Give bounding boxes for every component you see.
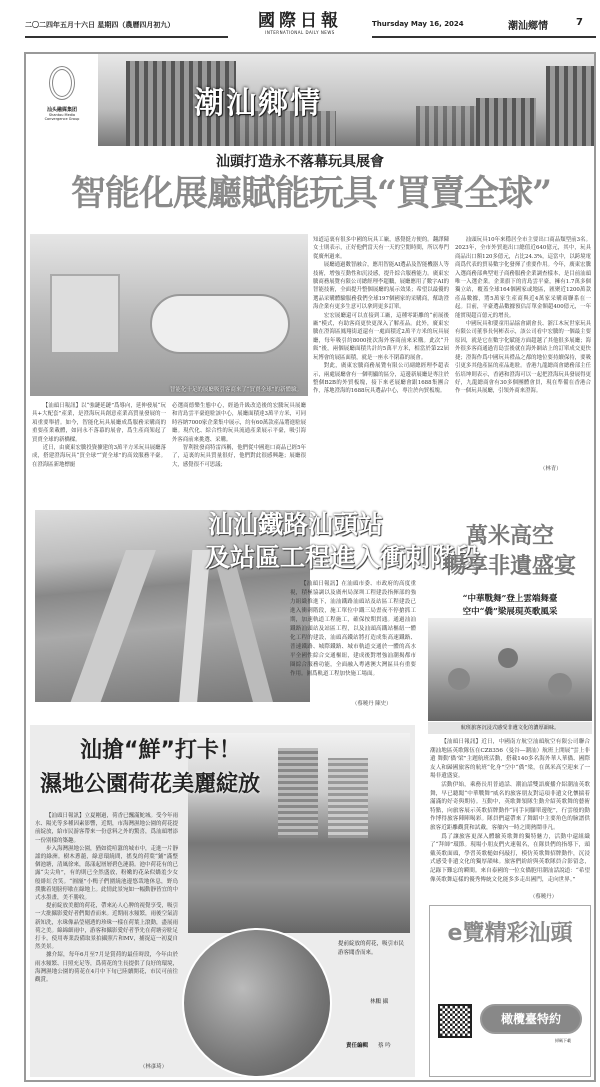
rail-byline: （蔡曉丹 陳史）: [352, 701, 392, 707]
lead-kicker: 汕頭打造永不落幕玩具展會: [216, 154, 384, 170]
paragraph: 汕頭玩具10年來穩居全市主要出口商品類型前3名。2023年，全市外貿進出口總值近640億元，其中，玩具商品出口額120多億元，占比24.3%，這當中，以跨境電商爲代表的貿易數字化發揮了重要作用。今年，廣東宏騰入選商務部典型電子商務服務企業調查樣本，是目前汕頭唯一入選企業。企業旗下的宵島雲平臺，擁有1.7萬多個獨立站，覆蓋全球164個國家或地區，匯聚近1200萬款產品數據，將5萬家生產商與近4萬家采購商聯系在一起。目前，平臺選品數據預估訂單金額超400億元，一年能實現超百億元的增長。: [455, 237, 591, 319]
sky-text: [430, 738, 590, 898]
paragraph: 【汕頭日報訊】近日，中國南方航空汕頭航空有限公司聯合潮汕地區英歌隊伍在CZ8356（曼谷—潮汕）航班上開展“雲上非遺 舞動‘僑’梁”主題航班活動，搭載140多名海外華人華僑、國際友人和歸國旅客的航班“化身”空中“僑”梁，在萬米高空迎來了一場非遺盛宴。: [430, 739, 590, 780]
lotus-headline-1: 汕搶“鮮”打卡！: [80, 738, 241, 763]
paragraph: 據介紹，每年6月至7月是賞荷的最佳時段，今年由於雨水頻繁、日照充足等，爲荷花的生長提供了良好的環境，海灣濕地公園的荷花在4月中下旬已陸續開花，市民可前往觀賞。: [35, 952, 178, 984]
sky-byline: （蔡曉丹）: [530, 894, 557, 900]
lead-byline: （林青）: [540, 466, 562, 472]
masthead-title: 國際日報: [258, 11, 342, 31]
issue-date: 二〇二四年五月十六日 星期四（農曆四月初九）: [25, 21, 175, 29]
lotus-photo-caption: 提前綻放的荷花，吸引市民游客聞香而來。: [338, 941, 405, 956]
date-en: Thursday May 16, 2024: [372, 20, 464, 28]
paragraph: 活動伊始，乘務長用普通話、潮汕話雙語廣播介紹潮汕英歌舞，早已聽聞“中華戰舞”威名的旅客朋友對這項非遺文化懷揣着滿滿的好奇與期待。互動中，英歌舞領隊生動介紹英歌舞的藝術特點，向旅客展示英歌招牌動作“同手同腳單邊舵”，行雲般的動作博得旅客陣陣喝彩。隊員們還帶來了舞蹈中主要角色的臉譜供旅客近距離觀賞和試戴，客艙內一時之間熱鬧非凡。: [430, 781, 590, 831]
app-ad[interactable]: [429, 905, 591, 1077]
photo-caption: 智能化十足的展廳吸引客商來了“買賣全球”的新體驗。: [169, 387, 302, 393]
cabin-performance-photo: [428, 618, 592, 721]
logo-en-2: Convergence Group: [44, 117, 80, 121]
paragraph: 近日，由廣東宏騰投資擴建的3萬平方米玩具展廳落成，搭建澄海玩具“買全球”“賣全球”的高效服務平臺。在澄海區新地標寵: [32, 445, 166, 468]
cabin-photo-caption: 航班旅客沉浸式感受非遺文化的濃厚韻味。: [428, 722, 592, 734]
sky-headline-1: 萬米高空: [465, 524, 554, 549]
lead-column-3: [313, 236, 449, 472]
photographer-credit: 林鵬 攝: [370, 999, 389, 1005]
sky-subhead-1: “中華戰舞”登上雲端舞臺: [462, 594, 558, 604]
rail-text: [290, 580, 416, 679]
section-name: 潮汕鄉情: [508, 21, 548, 32]
section-banner: [26, 54, 594, 146]
paragraph: 步入海灣濕地公園，猶如從喧囂的城市中，走進一片靜謐的綠洲。樹木蔥蘢，綠意環繞間，搖曳的荷葉“鋪”滿整個池塘，清風徐來，蕩漾起層層碧色漣漪。池中荷花有的已露“尖尖角”，有的則已全然盛放，粉嫩的花朵似嬌羞少女般緋紅含笑。“圓寵”小鴨子們圍繞池邊悠哉地休息，野鳥撲騰着翅膀停歇在綠地上。此情此景宛如一幅動靜皆宜的中式水墨畫，美不勝收。: [35, 845, 178, 902]
lead-column-1: [32, 402, 166, 469]
masthead-subtitle: INTERNATIONAL DAILY NEWS: [265, 30, 335, 35]
section-title: 潮汕鄉情: [194, 86, 322, 121]
qr-code-icon[interactable]: [438, 1004, 472, 1038]
lead-column-4: [455, 236, 591, 472]
paragraph: 【汕頭日報訊】立夏剛過，荷香已飄滿鮀城。受今年雨水、陽光等多種因素影響，近期，市海灣濕地公園的荷花提前綻放，給市民游客帶來一份意料之外的驚喜，爲汕頭增添一份別樣的築趣。: [35, 813, 178, 844]
sky-headline-2: 暢享非遺盛宴: [443, 554, 576, 579]
rail-headline-2: 及站區工程進入衝刺階段: [205, 543, 481, 572]
media-group-logo-icon: [49, 66, 75, 100]
paragraph: 爲了讓旅客更深入體驗英歌舞的獨特魅力，活動中還組織了“拜師”環節。現場小朋友們火速報名，在隊員們的指導下，頭戴英歌面頭，學習英歌槌如何敲打，模仿英歌舞招牌動作，沉浸式感受非遺文化的獨厚韻味。旅客們紛紛與英歌隊員合影留念，記錄下難忘的瞬間。來自泰國的一位女僑胞用潮汕話說道：“希望像英歌舞這樣的優秀傳統文化能多多走出國門，走向世界。”: [430, 833, 590, 883]
exhibition-hall-photo: [30, 234, 308, 396]
ad-note: 掃碼下載: [555, 1038, 571, 1043]
paragraph: 智利批發商特雷西稱，他們從中國進口商品已經5年了，這裏的玩具質量很好，他們對此很感興趣；展廳很大，感覺很不可思議；: [172, 445, 306, 468]
logo-block: [26, 54, 98, 146]
paragraph: 必選商德樂生態中心，經過升級改造後的宏騰玩具展廳和宵島雲平臺進駐該中心，展廳面積達3萬平方米，可同時容納7000家企業集中展示，約有60萬款產品將進駐展廳。現代化、綜合性的玩具流通產業展示平臺，吸引海外客商前來挑選、采購。: [172, 403, 306, 443]
paragraph: 【汕頭日報訊】在汕頭市委、市政府的高度重視，積極協調以及廣州局深圳工程建設指揮部的強力組織推進下，汕汕鐵路汕頭站及站區工程建設已進入衝刺階段，施工單位中鐵三局晝夜不停搶抓工期，加速軌道工程施工，確保按期貫通。通過汕汕鐵路汕頭站及站區工程，以及汕頭高鐵站樞紐一體化工程的建設，汕頭高鐵站將打造成集高速鐵路、普速鐵路、城際鐵路、城市軌道交通於一體的高水平全國性綜合交通樞紐，建成後對增強汕潮揭都市圈綜合服務功能，全面融入粵港澳大灣區具有重要作用。圖爲軌道工程加快施工場面。: [290, 581, 416, 677]
paragraph: 中國玩具和嬰童用品協會副會長、浙江木玩世家玩具有限公司董事長何彬表示，該公司看中宏騰的一個最主要原因，就是它在數字化賦能方面超越了其他很多展廳；海外很多客商通過宵島雲後就在海外網站上的訂單成交更快捷；澄海作爲中國玩具禮品之都的地位要持續保持，要吸引更多其他產區的產品進駐。香港九龍總商會總務部主任伍培坤則表示，香港和澄海可以一起把澄海玩具發展得更好，九龍總商會有30多個團體會員，現在準備在香港合作一個玩具展廳，引領外商來澄海。: [455, 321, 591, 395]
page-number: 7: [576, 17, 583, 28]
sky-subhead-2: 空中“僑”梁展現英歌風采: [462, 607, 558, 617]
lotus-flower-photo: [182, 928, 332, 1078]
lead-headline: 智能化展廳賦能玩具“買賣全球”: [70, 173, 552, 214]
app-ad-button[interactable]: 橄欖臺特約: [480, 1004, 582, 1034]
rail-headline-1: 汕汕鐵路汕頭站: [208, 510, 384, 539]
paragraph: 提前綻放美麗的荷花，帶來沁人心脾的視覺享受，吸引一大批攝影愛好者們聞香而來。近期雨水頻繁，雨後空氣清新知洗，水珠像晶瑩剔透的珍珠一樣在荷葉上滾動，盡展雨荷之美。綿綿細雨中，游客和攝影愛好者爭先在荷塘旁駐足打卡，使用專業設備取景拍攝照片和MV，捕捉這一初夏自然美景。: [35, 903, 178, 951]
paragraph: 對此，廣東宏騰商務展覽有限公司副總經理李超表示，兩處展廳會有一個明顯的區分，這邊新展廳是專注於整個B2B的外貿板塊，接下來老展廳會跟1688集團合作，落地澄海的1688玩具選品中心，專注於內貿板塊。: [313, 363, 449, 395]
lead-column-2: [172, 402, 306, 469]
lotus-headline-2: 濕地公園荷花美麗綻放: [40, 772, 261, 797]
lotus-byline: （林彥琦）: [140, 1064, 167, 1070]
lotus-text: [35, 812, 178, 1074]
editor-label: 責任編輯: [346, 1043, 369, 1049]
header-rule-right: [372, 36, 596, 38]
paragraph: 宏宏展廳還可以直接到工廠，這種零距離的“前展後廠”模式，有助客商更快更深入了解產品。此外，廣東宏騰在澄海區鳳翔街道還有一處面積近2萬平方米的玩具展廳，每年吸引約8000批次海外客商前來采購。此次“升級”後，兩個展廳面積共計約5萬平方米，相當於第22屆玩博會的展區面積，就是一座永不閉幕的展會。: [313, 312, 449, 361]
logo-name: 汕头融媒集团: [46, 107, 77, 113]
ad-title: e覽精彩汕頭: [447, 921, 573, 946]
logo-en-1: Shantou Media: [48, 113, 76, 117]
paragraph: 展廳通過數智融合，應用智能AI選品及智能機器人等技術，增強互動性和沉浸感，提升綜合服務能力。廣東宏騰商務展覽有限公司總經理李超鵬，展廳應用了數字AI的智能技術，全面提升整個展廳的展示效果；希望以最優的選品采購體驗服務我們全球197個國家的采購商，幫助澄海企業有更多生意可以拿到更多訂單。: [313, 262, 449, 311]
header-rule-left: [25, 36, 228, 38]
masthead: [232, 12, 368, 35]
editor-name: 蔡 吟: [378, 1043, 391, 1049]
paragraph: 知道這裏有很多中國的玩具工廠，感覺挺方便的。翻譯陳女士則表示，正好他們當天有一天的空閒時間，所以專門從廣州過來。: [313, 237, 449, 260]
paragraph: 【汕頭日報訊】以“強鏈延鏈”爲導向，延伸發展“玩具+大配套”產業，是澄海玩具創意產業高質量發展的一項重要舉措。如今，智能化玩具展廳成爲服務采購商的重要產業載體，如同永不落幕的展會，爲生產商架起了買賣全球的新橋樑。: [32, 403, 166, 443]
